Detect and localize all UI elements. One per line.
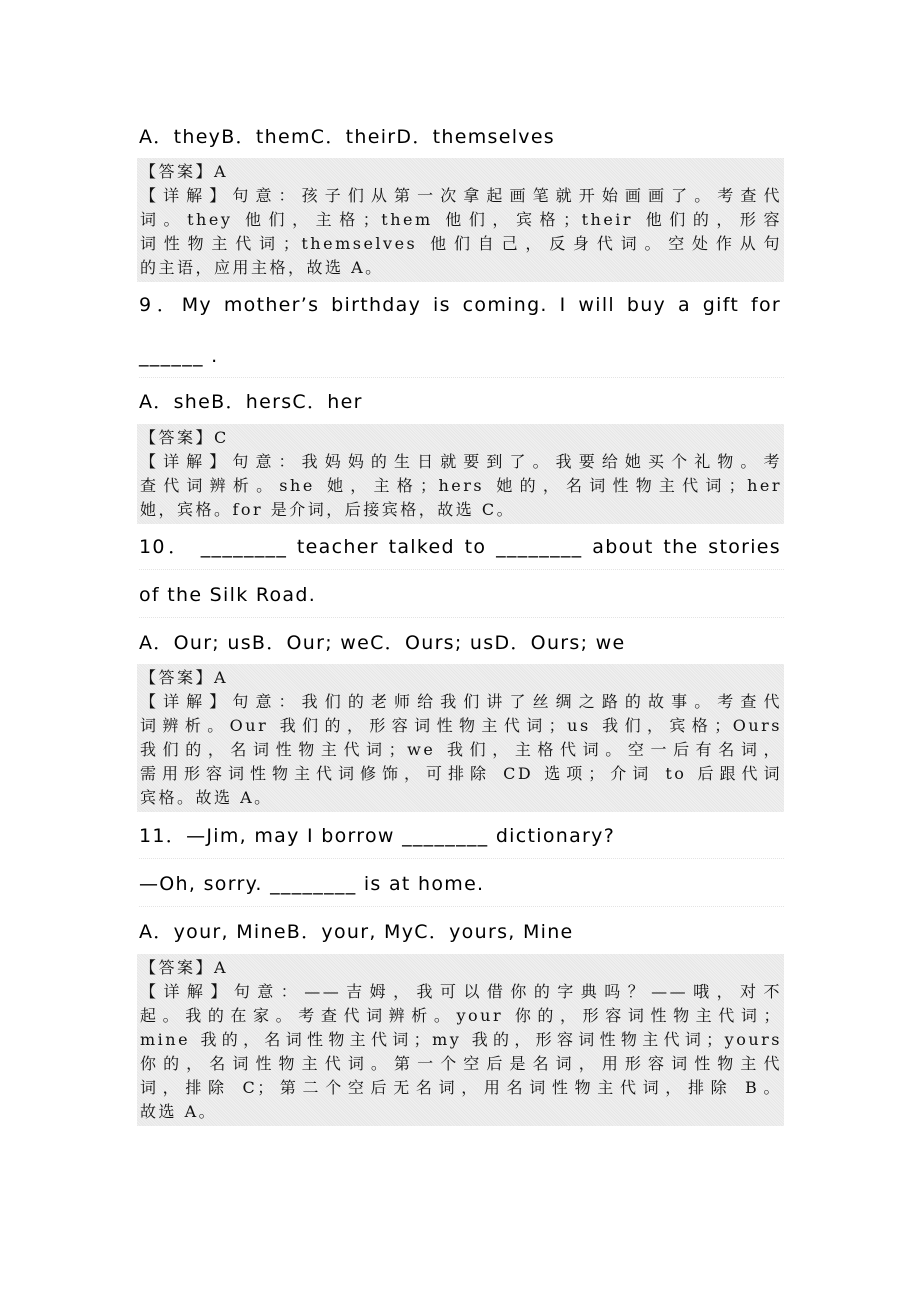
- answer-box-11: [137, 954, 784, 1126]
- explanation-line: 词辨析。Our 我们的，形容词性物主代词；us 我们，宾格；Ours: [140, 716, 782, 735]
- q10-stem-continued: of the Silk Road.: [139, 584, 317, 606]
- explanation-line: 你的，名词性物主代词。第一个空后是名词，用形容词性物主代: [140, 1054, 782, 1073]
- answer-box-9: [137, 424, 784, 524]
- q9-stem: 9．My mother’s birthday is coming. I will buy a gift for: [139, 294, 781, 316]
- q11-stem-continued: —Oh, sorry. ________ is at home.: [139, 873, 485, 895]
- q8-options: A．theyB．themC．theirD．themselves: [139, 126, 556, 148]
- explanation-line: 【详解】句意：——吉姆，我可以借你的字典吗？——哦，对不: [140, 982, 782, 1001]
- explanation-line: 词性物主代词；themselves 他们自己，反身代词。空处作从句: [140, 234, 782, 253]
- divider: [139, 569, 784, 570]
- divider: [139, 377, 784, 378]
- explanation-line: 需用形容词性物主代词修饰，可排除 CD 选项；介词 to 后跟代词: [140, 764, 782, 783]
- q9-options: A．sheB．hersC．her: [139, 391, 363, 413]
- divider: [139, 858, 784, 859]
- answer-box-10: [137, 664, 784, 812]
- explanation-line: 她，宾格。for 是介词，后接宾格，故选 C。: [140, 500, 516, 519]
- explanation-line: 【详解】句意：我妈妈的生日就要到了。我要给她买个礼物。考: [140, 452, 782, 471]
- q10-options: A．Our; usB．Our; weC．Ours; usD．Ours; we: [139, 632, 626, 654]
- answer-line: 【答案】C: [140, 428, 229, 447]
- explanation-line: 词。they 他们，主格；them 他们，宾格；their 他们的，形容: [140, 210, 782, 229]
- q9-blank: ______ .: [139, 345, 219, 367]
- explanation-line: 故选 A。: [140, 1102, 218, 1121]
- q11-options: A．your, MineB．your, MyC．yours, Mine: [139, 921, 574, 943]
- explanation-line: 的主语，应用主格，故选 A。: [140, 258, 384, 277]
- explanation-line: 【详解】句意：我们的老师给我们讲了丝绸之路的故事。考查代: [140, 692, 782, 711]
- answer-line: 【答案】A: [140, 958, 229, 977]
- answer-box-8: [137, 158, 784, 282]
- q10-stem: 10． ________ teacher talked to ________ about the stories: [139, 536, 781, 558]
- explanation-line: 宾格。故选 A。: [140, 788, 273, 807]
- answer-line: 【答案】A: [140, 668, 229, 687]
- explanation-line: 我们的，名词性物主代词；we 我们，主格代词。空一后有名词，: [140, 740, 782, 759]
- explanation-line: 起。我的在家。考查代词辨析。your 你的，形容词性物主代词；: [140, 1006, 782, 1025]
- explanation-line: mine 我的，名词性物主代词；my 我的，形容词性物主代词；yours: [140, 1030, 782, 1049]
- divider: [139, 617, 784, 618]
- explanation-line: 【详解】句意：孩子们从第一次拿起画笔就开始画画了。考查代: [140, 186, 782, 205]
- divider: [139, 906, 784, 907]
- explanation-line: 词，排除 C；第二个空后无名词，用名词性物主代词，排除 B。: [140, 1078, 782, 1097]
- explanation-line: 查代词辨析。she 她，主格；hers 她的，名词性物主代词；her: [140, 476, 782, 495]
- q11-stem: 11．—Jim, may I borrow ________ dictionary?: [139, 825, 616, 847]
- answer-line: 【答案】A: [140, 162, 229, 181]
